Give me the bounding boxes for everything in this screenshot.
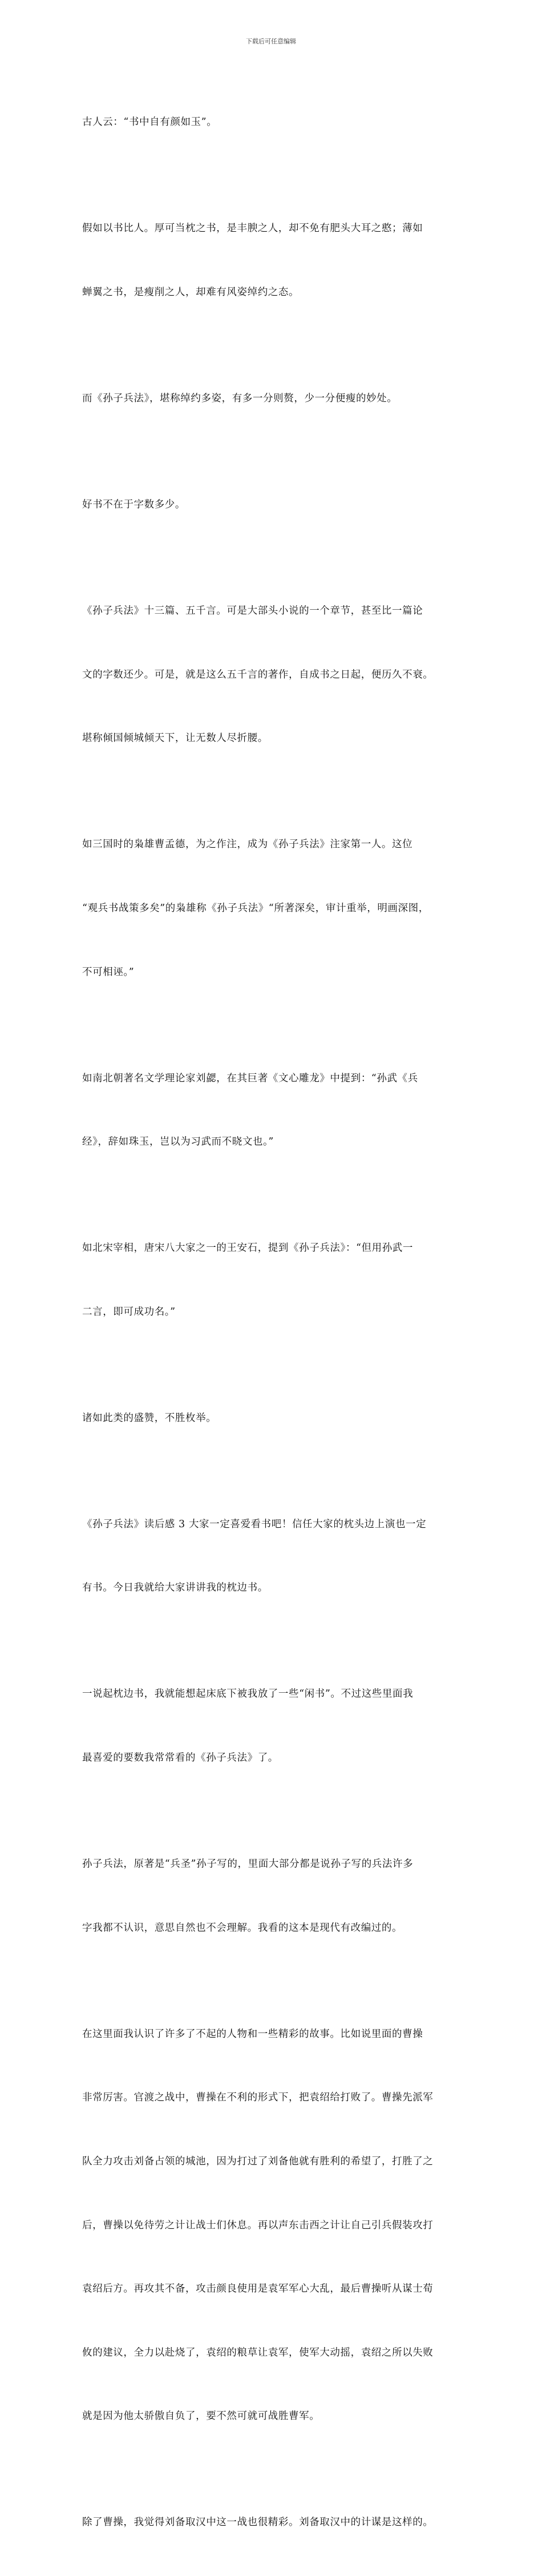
text-line: 如南北朝著名文学理论家刘勰，在其巨著《文心雕龙》中提到：“孙武《兵 xyxy=(82,1072,418,1084)
text-line: 二言，即可成功名。” xyxy=(82,1306,176,1318)
paragraph xyxy=(82,1025,470,1196)
text-line: 一说起枕边书，我就能想起床底下被我放了一些“闲书”。不过这些里面我 xyxy=(82,1688,414,1700)
text-line: 袁绍后方。再攻其不备，攻击颜良使用是袁军军心大乱，最后曹操听从谋士荀 xyxy=(82,2283,434,2295)
paragraph xyxy=(82,176,470,346)
text-line: 《孙子兵法》十三篇、五千言。可是大部头小说的一个章节，甚至比一篇论 xyxy=(82,605,423,617)
text-line: 假如以书比人。厚可当枕之书，是丰腴之人，却不免有肥头大耳之憨；薄如 xyxy=(82,223,423,235)
text-line: 好书不在于字数多少。 xyxy=(82,499,185,511)
text-line: 古人云：“书中自有颜如玉”。 xyxy=(82,116,217,128)
text-line: 如北宋宰相，唐宋八大家之一的王安石，提到《孙子兵法》：“但用孙武一 xyxy=(82,1242,413,1254)
text-line: 除了曹操，我觉得刘备取汉中这一战也很精彩。刘备取汉中的计谋是这样的。 xyxy=(82,2517,434,2529)
paragraph xyxy=(82,1196,470,1366)
paragraph xyxy=(82,1812,470,1982)
text-line: 字我都不认识，意思自然也不会理解。我看的这本是现代有改编过的。 xyxy=(82,1922,403,1934)
text-line: 后，曹操以免待劳之计让战士们休息。再以声东击西之计让自己引兵假装攻打 xyxy=(82,2219,434,2231)
paragraph xyxy=(82,792,470,1025)
text-line: 《孙子兵法》读后感 3 大家一定喜爱看书吧！信任大家的枕头边上演也一定 xyxy=(82,1518,427,1530)
document-body xyxy=(82,70,470,2576)
text-line: 堪称倾国倾城倾天下，让无数人尽折腰。 xyxy=(82,732,268,744)
paragraph xyxy=(82,558,470,792)
paragraph xyxy=(82,452,470,558)
text-line: 经》，辞如珠玉，岂以为习武而不晓文也。” xyxy=(82,1136,274,1148)
paragraph xyxy=(82,2470,470,2576)
paragraph xyxy=(82,1471,470,1641)
paragraph xyxy=(82,1981,470,2470)
text-line: 而《孙子兵法》，堪称绰约多姿，有多一分则赘，少一分便瘦的妙处。 xyxy=(82,393,398,405)
paragraph xyxy=(82,1641,470,1812)
text-line: 不可相诬。” xyxy=(82,966,135,978)
text-line: 非常厉害。官渡之战中，曹操在不利的形式下，把袁绍给打败了。曹操先派军 xyxy=(82,2092,434,2104)
text-line: 文的字数还少。可是，就是这么五千言的著作，自成书之日起，便历久不衰。 xyxy=(82,669,434,681)
text-line: 孙子兵法，原著是“兵圣”孙子写的，里面大部分都是说孙子写的兵法许多 xyxy=(82,1858,414,1870)
paragraph xyxy=(82,70,470,176)
text-line: 最喜爱的要数我常常看的《孙子兵法》了。 xyxy=(82,1752,278,1764)
text-line: 有书。今日我就给大家讲讲我的枕边书。 xyxy=(82,1582,268,1594)
text-line: 诸如此类的盛赞，不胜枚举。 xyxy=(82,1412,217,1424)
text-line: 攸的建议，全力以赴烧了，袁绍的粮草让袁军，使军大动摇，袁绍之所以失败 xyxy=(82,2346,434,2358)
text-line: “观兵书战策多矣”的枭雄称《孙子兵法》“所著深矣，审计重举，明画深图， xyxy=(82,902,429,914)
paragraph xyxy=(82,346,470,452)
text-line: 队全力攻击刘备占领的城池，因为打过了刘备他就有胜利的希望了，打胜了之 xyxy=(82,2155,434,2167)
text-line: 在这里面我认识了许多了不起的人物和一些精彩的故事。比如说里面的曹操 xyxy=(82,2028,423,2040)
text-line: 如三国时的枭雄曹孟德，为之作注，成为《孙子兵法》注家第一人。这位 xyxy=(82,839,413,851)
paragraph xyxy=(82,1365,470,1471)
text-line: 蝉翼之书，是瘦削之人，却难有风姿绰约之态。 xyxy=(82,287,300,299)
page-header: 下载后可任意编辑 xyxy=(246,38,296,45)
text-line: 就是因为他太骄傲自负了，要不然可就可战胜曹军。 xyxy=(82,2410,320,2422)
